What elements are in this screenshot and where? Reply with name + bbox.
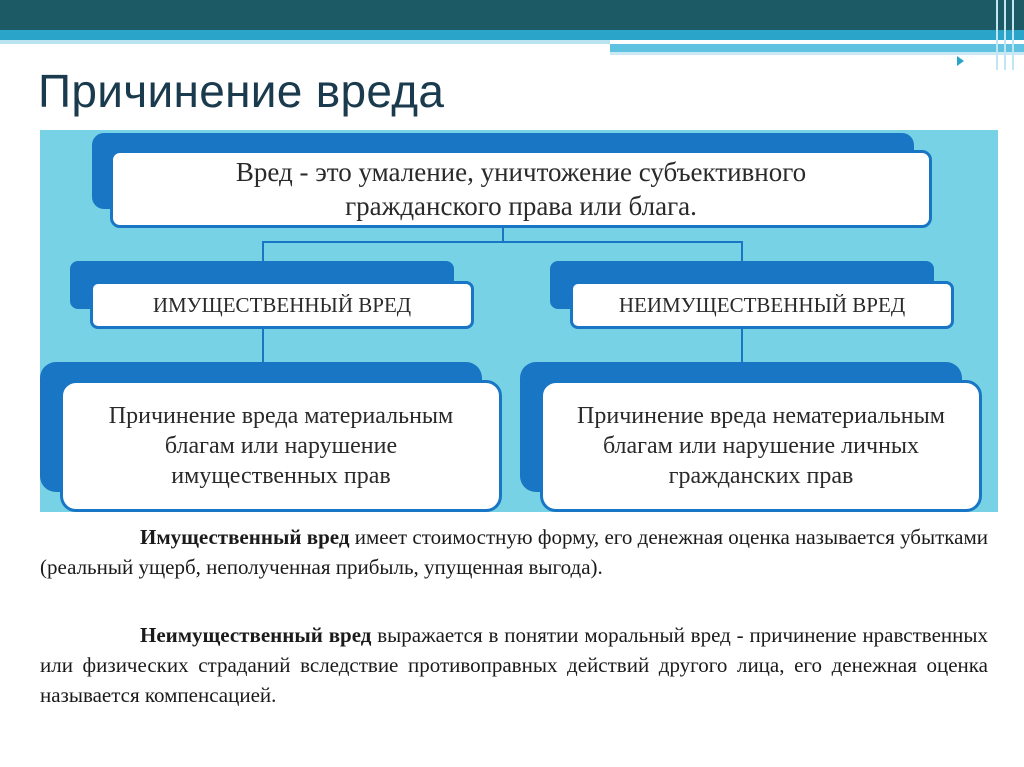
right-category-box — [570, 281, 954, 329]
header-bar-right — [610, 44, 1024, 52]
page-title: Причинение вреда — [38, 65, 445, 117]
header-bar-right-thin — [610, 52, 1024, 55]
left-category-box — [90, 281, 474, 329]
paragraph-property-harm — [40, 522, 988, 582]
connector-line — [262, 241, 742, 243]
left-description-text: Причинение вреда материальным благам или нарушение имущественных прав — [108, 403, 454, 489]
connector-line — [262, 329, 264, 363]
left-description-box — [60, 380, 502, 512]
header-vertical-line — [1004, 0, 1006, 70]
paragraph-body: выражается в понятии моральный вред - причинение нравственных или физических страданий вследствие противоправных действий другого лица, его денежная оценка называется компенсацией. — [40, 623, 988, 707]
definition-text: Вред - это умаление, уничтожение субъективного гражданского права или блага. — [235, 157, 807, 221]
header-bar-mid — [0, 30, 1024, 40]
connector-line — [741, 329, 743, 363]
connector-line — [502, 228, 504, 242]
right-category-label: НЕИМУЩЕСТВЕННЫЙ ВРЕД — [618, 292, 906, 317]
connector-line — [741, 241, 743, 261]
paragraph-non-property-harm — [40, 620, 988, 710]
paragraph-body: имеет стоимостную форму, его денежная оценка называется убытками (реальный ущерб, неполученная прибыль, упущенная выгода). — [40, 525, 988, 579]
right-description-box — [540, 380, 982, 512]
header-bar-dark — [0, 0, 1024, 30]
right-description-text: Причинение вреда нематериальным благам или нарушение личных гражданских прав — [577, 403, 945, 489]
left-category-label: ИМУЩЕСТВЕННЫЙ ВРЕД — [152, 292, 412, 317]
header-bar-light — [0, 40, 610, 44]
term-property-harm: Имущественный вред — [140, 525, 350, 549]
header-vertical-line — [1012, 0, 1014, 70]
arrow-icon — [957, 56, 964, 66]
definition-box — [110, 150, 932, 228]
header-vertical-line — [996, 0, 998, 70]
term-non-property-harm: Неимущественный вред — [140, 623, 372, 647]
connector-line — [262, 241, 264, 261]
